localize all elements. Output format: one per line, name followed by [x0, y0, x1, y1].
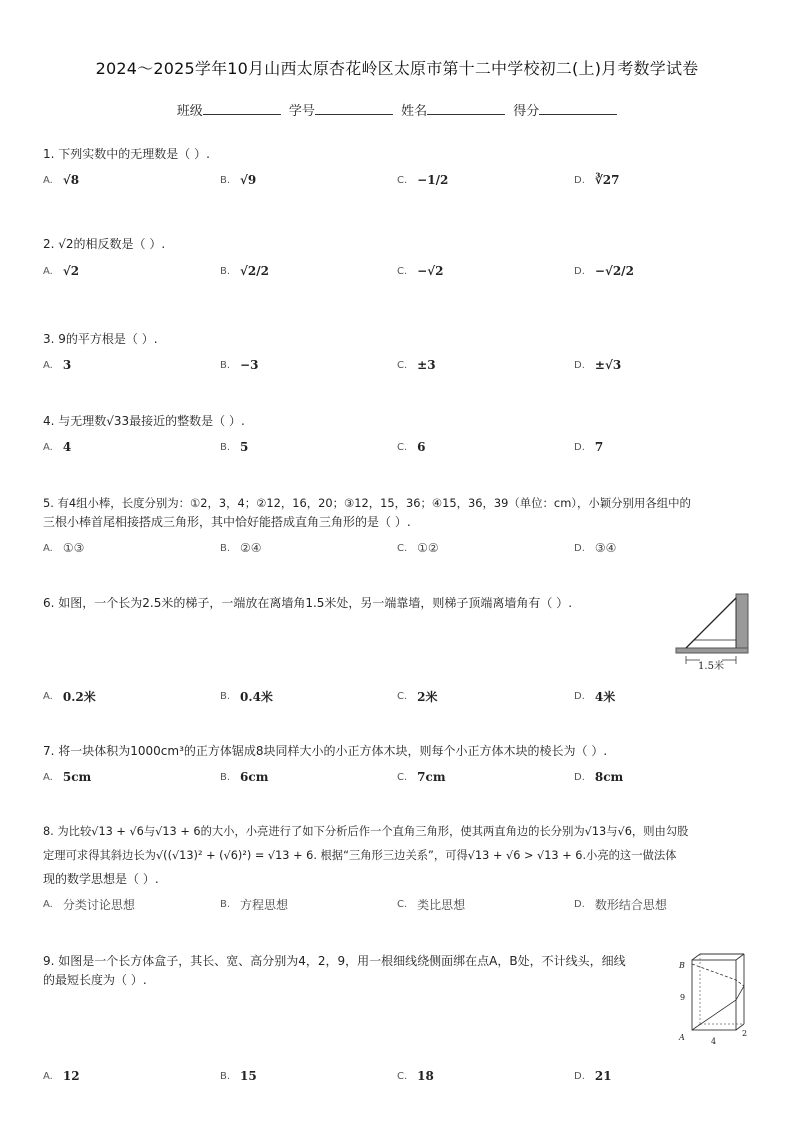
question-2-options	[43, 256, 755, 286]
question-4-stem: 4. 与无理数√33最接近的整数是（ ）.	[43, 414, 245, 428]
q1-option-d[interactable]: D. ∛27	[574, 173, 620, 187]
q3-option-c[interactable]: C. ±3	[397, 358, 436, 372]
ladder-wall-figure	[672, 590, 754, 674]
q4-option-c[interactable]: C. 6	[397, 440, 426, 454]
question-8-options	[43, 889, 755, 919]
q2-option-b[interactable]: B. √2/2	[220, 264, 270, 278]
q7-option-d[interactable]: D. 8cm	[574, 770, 624, 784]
q8-option-c[interactable]: C. 类比思想	[397, 897, 466, 912]
point-b-label: B	[679, 961, 685, 970]
q6-option-a[interactable]: A. 0.2米	[43, 689, 96, 704]
question-6-options	[43, 681, 755, 711]
q1-option-c[interactable]: C. −1/2	[397, 173, 449, 187]
question-5-stem-line1: 5. 有4组小棒，长度分别为：①2，3，4；②12，16，20；③12，15，36；④15，36，39（单位：cm），小颖分别用各组中的	[43, 496, 691, 510]
q1-option-a[interactable]: A. √8	[43, 173, 80, 187]
ladder-distance-label: 1.5米	[698, 661, 724, 672]
q2-option-a[interactable]: A. √2	[43, 264, 80, 278]
question-4-options	[43, 432, 755, 462]
info-id-blank[interactable]	[315, 102, 393, 115]
question-8-stem-line1: 8. 为比较√13 + √6与√13 + 6的大小，小亮进行了如下分析后作一个直角三角形，使其两直角边的长分别为√13与√6，则由勾股	[43, 825, 689, 838]
q6-option-c[interactable]: C. 2米	[397, 689, 438, 704]
q6-option-d[interactable]: D. 4米	[574, 689, 616, 704]
question-6-stem: 6. 如图，一个长为2.5米的梯子，一端放在离墙角1.5米处，另一端靠墙，则梯子顶端离墙角有（ ）.	[43, 596, 573, 610]
q9-option-b[interactable]: B. 15	[220, 1069, 257, 1083]
question-2-stem: 2. √2的相反数是（ ）.	[43, 237, 166, 251]
question-7-options	[43, 762, 755, 792]
q7-option-c[interactable]: C. 7cm	[397, 770, 446, 784]
q5-option-b[interactable]: B. ②④	[220, 541, 262, 555]
height-label: 9	[680, 993, 686, 1002]
q9-option-c[interactable]: C. 18	[397, 1069, 434, 1083]
point-a-label: A	[679, 1033, 685, 1042]
q5-option-c[interactable]: C. ①②	[397, 541, 439, 555]
question-9-stem-line2: 的最短长度为（ ）.	[43, 973, 147, 987]
q6-option-b[interactable]: B. 0.4米	[220, 689, 273, 704]
question-3-options	[43, 350, 755, 380]
question-9-options	[43, 1061, 755, 1091]
q7-option-b[interactable]: B. 6cm	[220, 770, 269, 784]
question-5-stem-line2: 三根小棒首尾相接搭成三角形，其中恰好能搭成直角三角形的是（ ）.	[43, 515, 411, 529]
info-score-label: 得分	[513, 104, 540, 119]
length-label: 4	[711, 1037, 717, 1046]
q3-option-d[interactable]: D. ±√3	[574, 358, 622, 372]
question-1-options	[43, 165, 755, 195]
q9-option-a[interactable]: A. 12	[43, 1069, 80, 1083]
question-8-stem-line2: 定理可求得其斜边长为√((√13)² + (√6)²) = √13 + 6. 根据“三角形三边关系”，可得√13 + √6 > √13 + 6.小亮的这一做法体	[43, 849, 677, 862]
q5-option-a[interactable]: A. ①③	[43, 541, 85, 555]
q4-option-b[interactable]: B. 5	[220, 440, 249, 454]
question-1-stem: 1. 下列实数中的无理数是（ ）.	[43, 147, 210, 161]
info-score-blank[interactable]	[539, 102, 617, 115]
info-class-blank[interactable]	[203, 102, 281, 115]
q2-option-c[interactable]: C. −√2	[397, 264, 444, 278]
info-name-blank[interactable]	[427, 102, 505, 115]
q1-option-b[interactable]: B. √9	[220, 173, 257, 187]
question-3-stem: 3. 9的平方根是（ ）.	[43, 332, 158, 346]
q8-option-a[interactable]: A. 分类讨论思想	[43, 897, 135, 912]
student-info-row	[0, 100, 794, 119]
exam-title: 2024～2025学年10月山西太原杏花岭区太原市第十二中学校初二(上)月考数学试卷	[95, 59, 699, 78]
width-label: 2	[742, 1029, 748, 1038]
question-9-stem-line1: 9. 如图是一个长方体盒子，其长、宽、高分别为4，2，9，用一根细线绕侧面绑在点A，B处，不计线头，细线	[43, 954, 626, 968]
q3-option-b[interactable]: B. −3	[220, 358, 259, 372]
q8-option-d[interactable]: D. 数形结合思想	[574, 897, 667, 912]
q2-option-d[interactable]: D. −√2/2	[574, 264, 634, 278]
q4-option-d[interactable]: D. 7	[574, 440, 604, 454]
info-name-label: 姓名	[401, 104, 428, 119]
question-8-stem-line3: 现的数学思想是（ ）.	[43, 872, 159, 886]
q4-option-a[interactable]: A. 4	[43, 440, 72, 454]
info-class-label: 班级	[176, 104, 203, 119]
question-7-stem: 7. 将一块体积为1000cm³的正方体锯成8块同样大小的小正方体木块，则每个小正方体木块的棱长为（ ）.	[43, 744, 608, 758]
q7-option-a[interactable]: A. 5cm	[43, 770, 92, 784]
q8-option-b[interactable]: B. 方程思想	[220, 897, 289, 912]
question-5-options	[43, 533, 755, 563]
cuboid-box-figure	[676, 950, 754, 1050]
q9-option-d[interactable]: D. 21	[574, 1069, 612, 1083]
info-id-label: 学号	[288, 104, 315, 119]
q3-option-a[interactable]: A. 3	[43, 358, 72, 372]
q5-option-d[interactable]: D. ③④	[574, 541, 617, 555]
